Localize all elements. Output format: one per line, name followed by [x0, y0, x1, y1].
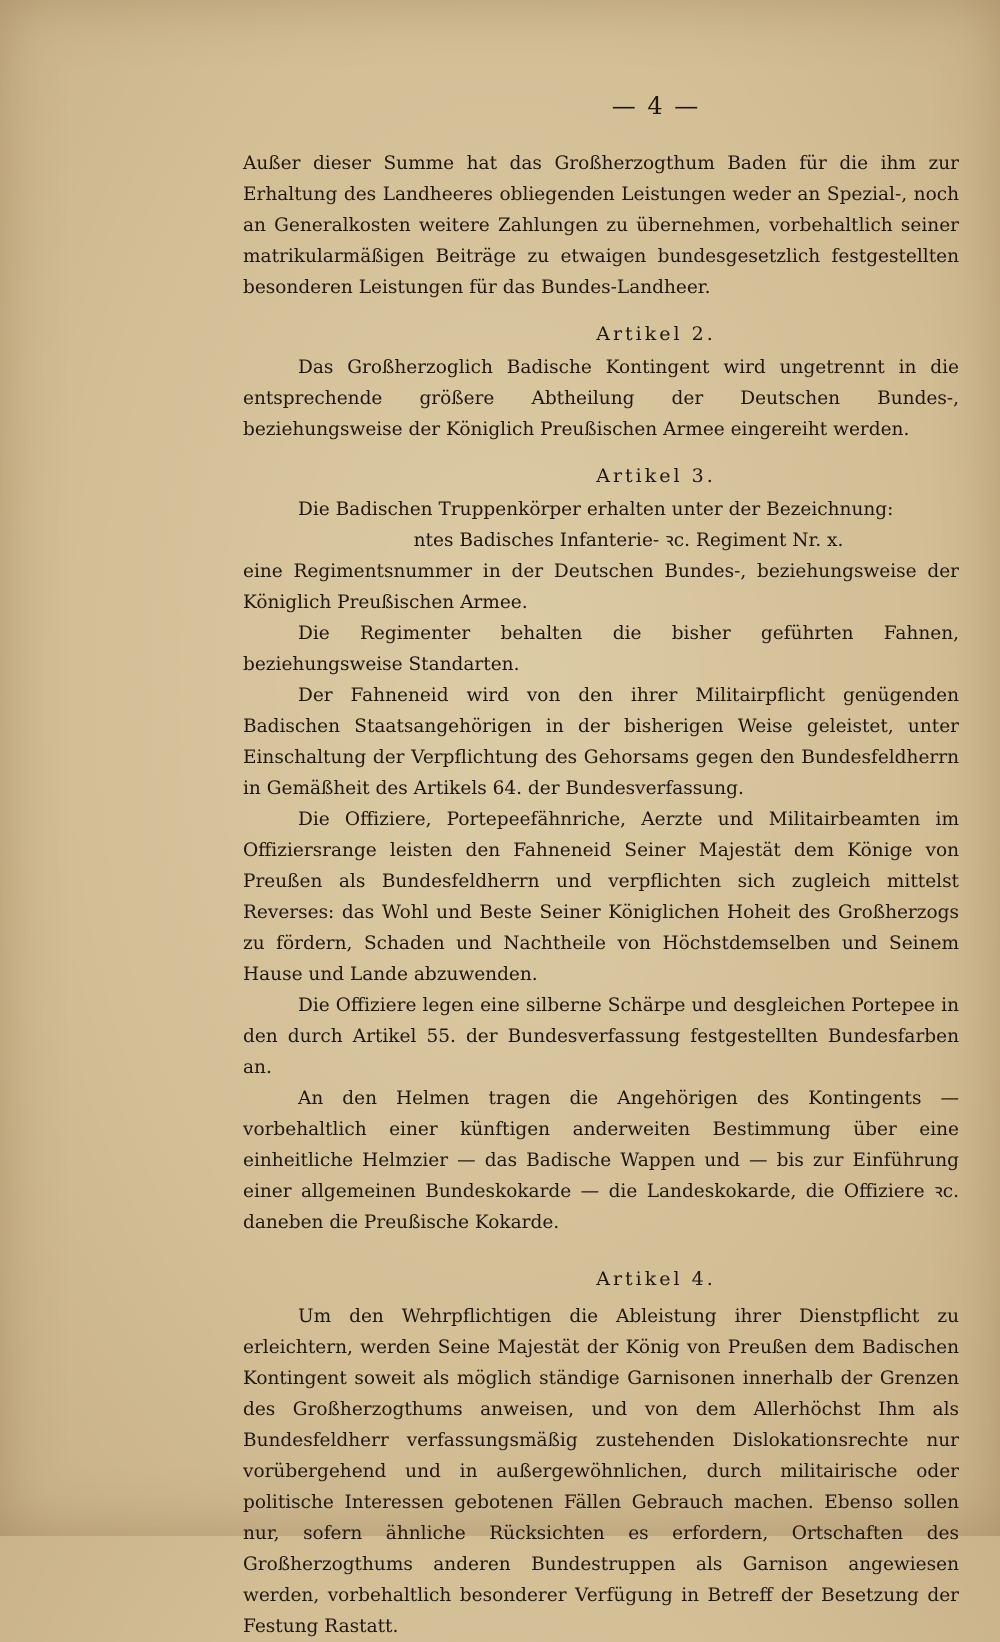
article-3-paragraph-7: An den Helmen tragen die Angehörigen des Kontingents — vorbehaltlich einer künftigen anderweiten Bestimmung über eine einheitliche Helmzier — das Badische Wappen und — bis zur Einführung einer allgemeinen Bundeskokarde — die Landeskokarde, die Offiziere ꝛc. daneben die Preußische Kokarde.	[243, 1088, 959, 1233]
article-3-paragraph-3: Die Regimenter behalten die bisher geführten Fahnen, beziehungsweise Standarten.	[243, 623, 959, 675]
article-3-heading: Artikel 3.	[596, 465, 716, 487]
page-number: — 4 —	[611, 92, 701, 120]
article-2-paragraph: Das Großherzoglich Badische Kontingent wird ungetrennt in die entsprechende größere Abtheilung der Deutschen Bundes-, beziehungsweise der Königlich Preußischen Armee eingereiht werden.	[243, 357, 959, 440]
article-3-paragraph-2: eine Regimentsnummer in der Deutschen Bundes-, beziehungsweise der Königlich Preußischen Armee.	[243, 561, 959, 613]
article-4-heading: Artikel 4.	[596, 1268, 716, 1290]
article-3-paragraph-6: Die Offiziere legen eine silberne Schärpe und desgleichen Portepee in den durch Artikel 55. der Bundesverfassung festgestellten Bundesfarben an.	[243, 995, 959, 1078]
article-2-heading: Artikel 2.	[596, 323, 716, 345]
article-4-paragraph: Um den Wehrpflichtigen die Ableistung ihrer Dienstpflicht zu erleichtern, werden Seine Majestät der König von Preußen dem Badischen Kontingent soweit als möglich ständige Garnisonen innerhalb der Grenzen des Großherzogthums anweisen, und von dem Allerhöchst Ihm als Bundesfeldherr verfassungsmäßig zustehenden Dislokationsrechte nur vorübergehend und in außergewöhnlichen, durch militairische oder politische Interessen gebotenen Fällen Gebrauch machen. Ebenso sollen nur, sofern ähnliche Rücksichten es erfordern, Ortschaften des Großherzogthums anderen Bundestruppen als Garnison angewiesen werden, vorbehaltlich besonderer Verfügung in Betreff der Besetzung der Festung Rastatt.	[243, 1306, 959, 1637]
article-3-paragraph-1: Die Badischen Truppenkörper erhalten unter der Bezeichnung:	[298, 499, 894, 520]
paragraph-intro: Außer dieser Summe hat das Großherzogthum Baden für die ihm zur Erhaltung des Landheeres obliegenden Leistungen weder an Spezial-, noch an Generalkosten weitere Zahlungen zu übernehmen, vorbehaltlich seiner matrikularmäßigen Beiträge zu etwaigen bundesgesetzlich festgestellten besonderen Leistungen für das Bundes-Landheer.	[243, 153, 959, 298]
article-3-paragraph-4: Der Fahneneid wird von den ihrer Militairpflicht genügenden Badischen Staatsangehörigen in der bisherigen Weise geleistet, unter Einschaltung der Verpflichtung des Gehorsams gegen den Bundesfeldherrn in Gemäßheit des Artikels 64. der Bundesverfassung.	[243, 685, 959, 799]
article-3-paragraph-5: Die Offiziere, Portepeefähnriche, Aerzte und Militairbeamten im Offiziersrange leisten den Fahneneid Seiner Majestät dem Könige von Preußen als Bundesfeldherrn und verpflichten sich zugleich mittelst Reverses: das Wohl und Beste Seiner Königlichen Hoheit des Großherzogs zu fördern, Schaden und Nachtheile von Höchstdemselben und Seinem Hause und Lande abzuwenden.	[243, 809, 959, 985]
article-3-regiment-designation: ntes Badisches Infanterie- ꝛc. Regiment Nr. x.	[413, 530, 844, 551]
document-body	[243, 92, 959, 1642]
